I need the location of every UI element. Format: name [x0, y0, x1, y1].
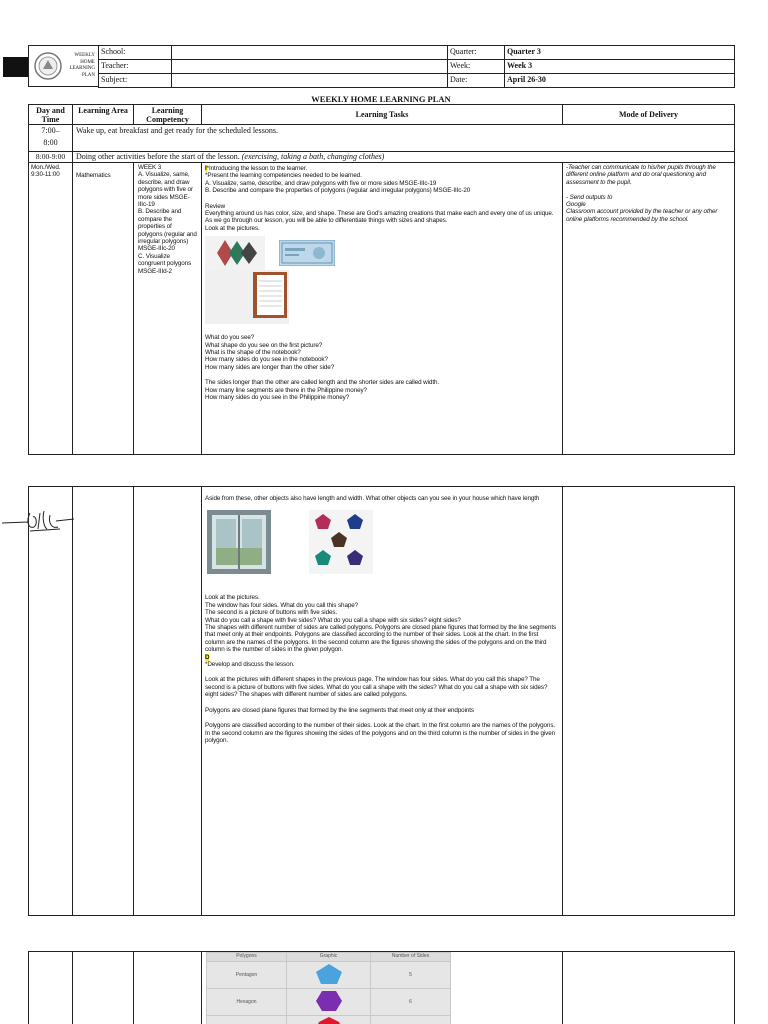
day-time-text: Mon./Wed. 9:30-11:00: [31, 164, 61, 179]
logo-text-line: HOME: [80, 59, 95, 65]
plan-title: WEEKLY HOME LEARNING PLAN: [311, 94, 451, 104]
school-label: School:: [99, 46, 172, 60]
delivery-text: -Teacher can communicate to his/her pupils through the different online platform and do oral questioning and assessment to the pupil. - Send outputs to Google Classroom account provided by the teacher or any other online platforms recommended by the school.: [566, 164, 718, 223]
header-learning-tasks: Learning Tasks: [202, 105, 563, 125]
chart-header-number-of-sides: Number of Sides: [371, 953, 451, 962]
time-end: 8:00: [43, 138, 58, 147]
develop-text: *Develop and discuss the lesson.: [205, 661, 295, 669]
mode-of-delivery-cell: [563, 163, 735, 455]
competency-cell: [134, 163, 202, 455]
chart-row-partial: [207, 1016, 287, 1024]
competency-text: WEEK 3 A. Visualize, same, describe, and draw polygons with five or more sides MSGE-IIIc-19 B. Describe and compare the properties of polygons (regular and irregular polygons) MSGE-IIIc-20 C. Visualize congruent polygons MSGE-IIId-2: [138, 164, 197, 275]
hexagon-icon: [315, 990, 343, 1012]
chart-row-sides: 5: [371, 962, 451, 989]
notebook-picture: [205, 270, 289, 324]
window-picture: [207, 510, 271, 574]
page2-pictures: [205, 508, 559, 582]
page3-competency-cell: [134, 952, 202, 1024]
chart-header-graphic: Graphic: [287, 953, 371, 962]
time-start: 7:00–: [41, 126, 60, 135]
chart-row-name: Pentagon: [207, 962, 287, 989]
logo-text-line: LEARNING: [69, 66, 95, 71]
activity-before-lesson: [73, 152, 735, 163]
page2-table: [28, 486, 735, 916]
aside-text: Aside from these, other objects also have length and width. What other objects can you see in your house which have length: [205, 495, 540, 502]
week-value: Week 3: [505, 60, 735, 74]
chart-row-graphic: [287, 989, 371, 1016]
date-value: April 26-30: [505, 74, 735, 88]
page3-day-cell: [29, 952, 73, 1024]
chart-row-partial: [371, 1016, 451, 1024]
page3-tasks-cell: [202, 952, 563, 1024]
paragraph-classification: Polygons are classified according to the number of their sides. Look at the chart. In the first column are the names of the polygons. In the second column are the figures showing the sides of the polygons and on the third column is the number of sides in the given polygon.: [205, 722, 556, 744]
quarter-label: Quarter:: [448, 46, 505, 60]
chart-row-name: Hexagon: [207, 989, 287, 1016]
time-cell-activities: 8:00-9:00: [29, 152, 73, 163]
date-label: Date:: [448, 74, 505, 88]
sides-text: The sides longer than the other are called length and the shorter sides are called width. How many line segments are there in the Philippine money? How many sides do you see in the Philippine money?: [205, 379, 440, 402]
logo-text-line: PLAN: [81, 72, 95, 78]
chart-header-polygons: Polygons: [207, 953, 287, 962]
header-learning-competency: Learning Competency: [134, 105, 202, 125]
header-info-table: [98, 45, 735, 88]
activity-breakfast: Wake up, eat breakfast and get ready for the scheduled lessons.: [73, 125, 735, 152]
learning-plan-table: [28, 104, 735, 455]
section-marker-introduction: I: [205, 165, 207, 172]
heptagon-icon: [315, 1016, 343, 1024]
diamond-shapes-picture: [205, 236, 265, 270]
review-text: Review Everything around us has color, size, and shape. These are God's amazing creations that make each and every one of us unique. As we go through our lesson, you will be able to differentiate things with sizes and shapes. Look at the pictures.: [205, 202, 554, 232]
paragraph-polygon-definition: Polygons are closed plane figures that formed by the line segments that meet only at their endpoints: [205, 706, 474, 714]
chart-row-graphic: [287, 962, 371, 989]
pentagon-icon: [315, 963, 343, 985]
subject-field[interactable]: [172, 74, 448, 88]
chart-row-graphic-partial: [287, 1016, 371, 1024]
activity-examples: (exercising, taking a bath, changing clothes): [241, 152, 385, 161]
section-marker-development: D: [205, 653, 210, 661]
learning-tasks-cell: [202, 163, 563, 455]
page2-competency-cell: [134, 487, 202, 916]
learning-area-cell: Mathematics: [73, 163, 134, 455]
teacher-field[interactable]: [172, 60, 448, 74]
quarter-value: Quarter 3: [505, 46, 735, 60]
page3-area-cell: [73, 952, 134, 1024]
page3-delivery-cell: [563, 952, 735, 1024]
deped-seal-icon: [33, 51, 63, 81]
intro-text: *Introducing the lesson to the learner. *Present the learning competencies needed to be learned. A. Visualize, same, describe, and draw polygons with five or more sides MSGE-IIIc-19 B. Describe and compare the properties of polygons (regular and irregular polygons) MSGE-IIIc-20: [205, 165, 471, 195]
time-cell-breakfast: [29, 125, 73, 152]
page2-day-cell: [29, 487, 73, 916]
page2-delivery-cell: [563, 487, 735, 916]
school-field[interactable]: [172, 46, 448, 60]
activity-text: Doing other activities before the start of the lesson.: [76, 152, 240, 161]
logo-text-line: WEEKLY: [74, 53, 95, 58]
page3-table: [28, 951, 735, 1024]
header-mode-of-delivery: Mode of Delivery: [563, 105, 735, 125]
header-learning-area: Learning Area: [73, 105, 134, 125]
week-label: Week:: [448, 60, 505, 74]
look-text: Look at the pictures. The window has four sides. What do you call this shape? The second is a picture of buttons with five sides. What do you call a shape with five sides? What do you call a shape with six sides? eight sides? The shapes with different number of sides are called polygons. Polygons are closed plane figures that formed by the line segments that meet only at their endpoints. Polygons are classified according to the number of their sides. Look at the chart. In the first column are the names of the polygons. In the second column are the figures showing the sides of the polygons and on the third column is the number of sides in the given polygon.: [205, 594, 557, 654]
chart-row-sides: 6: [371, 989, 451, 1016]
review-pictures: [205, 234, 559, 334]
subject-label: Subject:: [99, 74, 172, 88]
polygon-chart: [206, 952, 451, 1024]
page2-area-cell: [73, 487, 134, 916]
page2-tasks-cell: [202, 487, 563, 916]
logo-box: [28, 45, 99, 87]
page-tab-marker: [3, 57, 29, 77]
paragraph-shapes: Look at the pictures with different shapes in the previous page. The window has four sides. What do you call this shape? The second is a picture of buttons with five sides. What do you call a shape with the sides? What do you call a shape with six sides? eight sides? The shapes with different number of sides are called polygons.: [205, 676, 548, 699]
day-time-cell: [29, 163, 73, 455]
teacher-label: Teacher:: [99, 60, 172, 74]
questions-text: What do you see? What shape do you see on the first picture? What is the shape of the notebook? How many sides do you see in the notebook? How many sides are longer than the other side?: [205, 334, 335, 371]
philippine-money-picture: [279, 240, 335, 266]
header-day-time: Day and Time: [29, 105, 73, 125]
pentagon-buttons-picture: [309, 510, 373, 574]
